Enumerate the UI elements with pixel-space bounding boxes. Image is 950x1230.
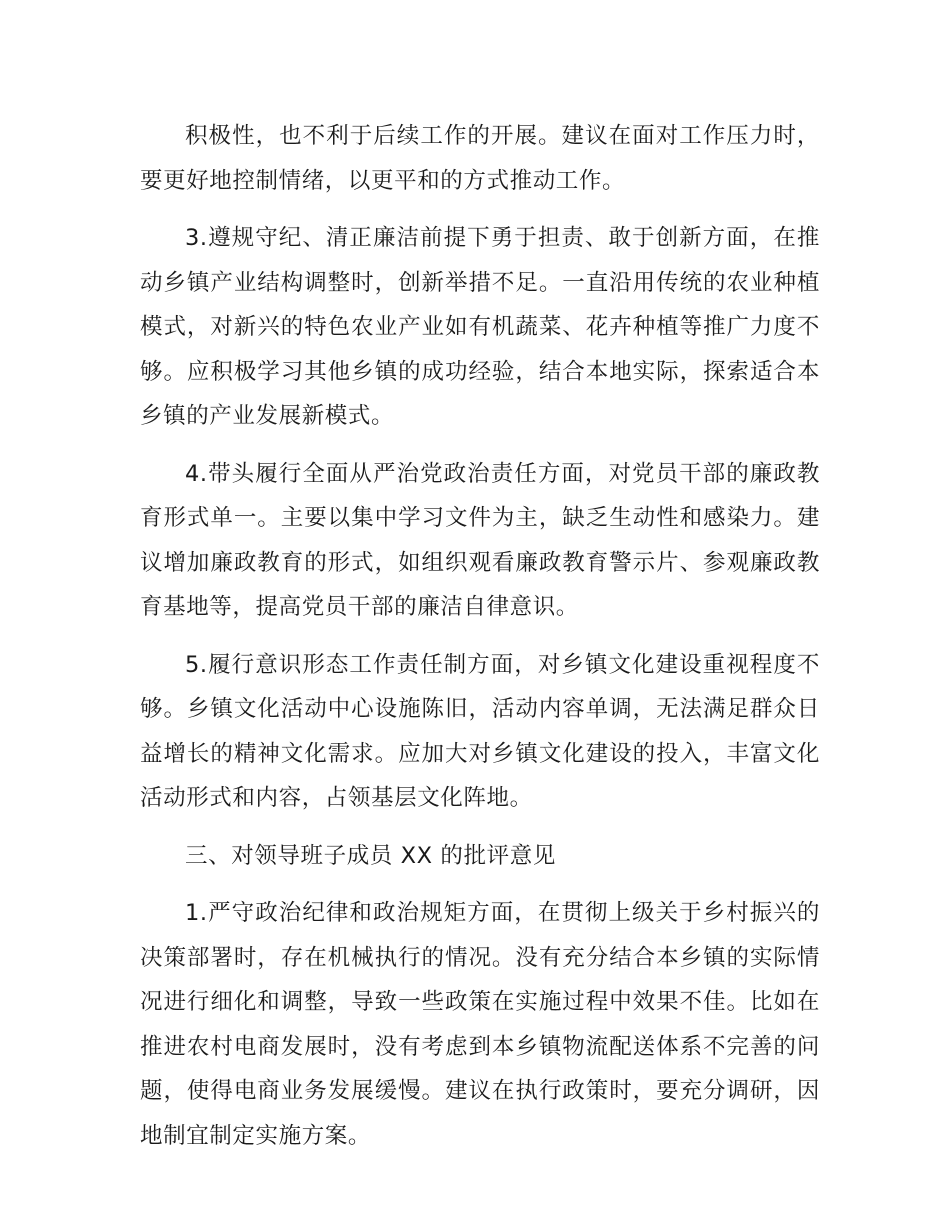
document-body [140, 114, 820, 1171]
paragraph-item-3: 3.遵规守纪、清正廉洁前提下勇于担责、敢于创新方面，在推动乡镇产业结构调整时，创新举措不足。一直沿用传统的农业种植模式，对新兴的特色农业产业如有机蔬菜、花卉种植等推广力度不够。应积极学习其他乡镇的成功经验，结合本地实际，探索适合本乡镇的产业发展新模式。 [140, 225, 820, 429]
paragraph-item-5: 5.履行意识形态工作责任制方面，对乡镇文化建设重视程度不够。乡镇文化活动中心设施陈旧，活动内容单调，无法满足群众日益增长的精神文化需求。应加大对乡镇文化建设的投入，丰富文化活动形式和内容，占领基层文化阵地。 [140, 651, 820, 811]
paragraph-item-1: 1.严守政治纪律和政治规矩方面，在贯彻上级关于乡村振兴的决策部署时，存在机械执行的情况。没有充分结合本乡镇的实际情况进行细化和调整，导致一些政策在实施过程中效果不佳。比如在推进农村电商发展时，没有考虑到本乡镇物流配送体系不完善的问题，使得电商业务发展缓慢。建议在执行政策时，要充分调研，因地制宜制定实施方案。 [140, 900, 820, 1149]
paragraph-item-4: 4.带头履行全面从严治党政治责任方面，对党员干部的廉政教育形式单一。主要以集中学习文件为主，缺乏生动性和感染力。建议增加廉政教育的形式，如组织观看廉政教育警示片、参观廉政教育基地等，提高党员干部的廉洁自律意识。 [140, 460, 820, 620]
section-heading-3: 三、对领导班子成员 XX 的批评意见 [185, 842, 556, 869]
paragraph-continuation: 积极性，也不利于后续工作的开展。建议在面对工作压力时，要更好地控制情绪，以更平和的方式推动工作。 [140, 123, 820, 194]
